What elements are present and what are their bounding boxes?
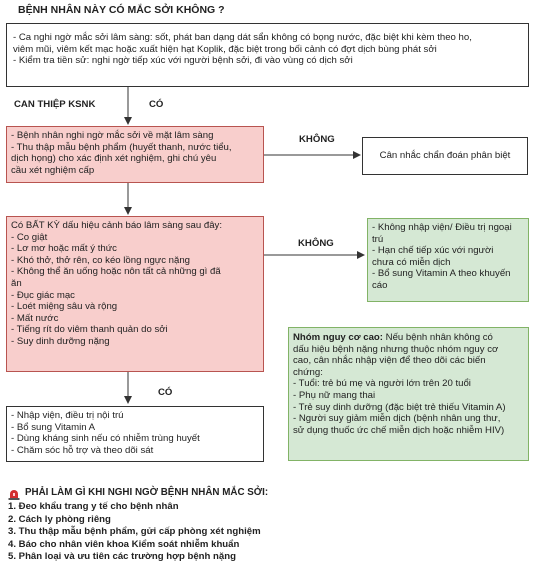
clinical-criteria-box [6,23,529,87]
high-risk-heading-line [293,332,524,344]
warning-line: ăn [11,277,22,289]
outpatient-line: cáo [372,279,388,291]
high-risk-line: dấu hiệu bệnh nặng nhưng thuộc nhóm nguy cơ [293,343,499,355]
action-item: 3. Thu thập mẫu bệnh phẩm, gửi cấp phòng xét nghiệm [8,526,261,538]
high-risk-line: chứng: [293,366,323,378]
outpatient-line: - Hạn chế tiếp xúc với người [372,245,494,257]
label-khong-1: KHÔNG [299,134,335,145]
warning-line: - Loét miệng sâu và rộng [11,301,118,313]
criteria-line: - Kiểm tra tiền sử: nghi ngờ tiếp xúc với người bệnh sởi, đi vào vùng có dịch sởi [13,55,353,67]
warning-line: - Tiếng rít do viêm thanh quản do sởi [11,324,168,336]
action-item: 4. Báo cho nhân viên khoa Kiểm soát nhiễm khuẩn [8,538,240,550]
high-risk-line: - Người suy giảm miễn dịch (bệnh nhân ung thư, [293,413,501,425]
outpatient-line: trú [372,233,384,245]
siren-icon [8,487,20,498]
outpatient-line: - Không nhập viện/ Điều trị ngoại [372,222,512,233]
outpatient-line: - Bổ sung Vitamin A theo khuyến [372,268,511,280]
action-item: 1. Đeo khẩu trang y tế cho bệnh nhân [8,501,179,512]
high-risk-line: sử dụng thuốc ức chế miễn dịch hoặc nhiễm HIV) [293,424,505,436]
high-risk-group-box [288,327,529,461]
warning-line: - Co giật [11,231,48,243]
sample-line: dịch họng) cho xác định xét nghiệm, ghi chú yêu [11,153,217,165]
page-title: BỆNH NHÂN NÀY CÓ MẮC SỞI KHÔNG ? [18,4,225,16]
inpatient-line: - Bổ sung Vitamin A [11,421,96,433]
label-can-thiep-ksnk: CAN THIỆP KSNK [14,99,96,110]
high-risk-heading: Nhóm nguy cơ cao: [293,332,383,343]
differential-diagnosis-text: Cân nhắc chẩn đoán phân biệt [379,150,511,162]
warning-line: - Suy dinh dưỡng nặng [11,335,110,347]
warning-line: - Mất nước [11,312,59,324]
high-risk-heading-rest: Nếu bệnh nhân không có [382,332,493,343]
high-risk-line: - Trẻ suy dinh dưỡng (đặc biệt trẻ thiếu Vitamin A) [293,401,506,413]
action-item: 5. Phân loại và ưu tiên các trường hợp bệnh nặng [8,551,236,563]
warning-signs-box [6,216,264,372]
sample-line: cầu xét nghiệm cấp [11,164,95,176]
warning-line: - Khó thở, thở rên, co kéo lồng ngực nặng [11,254,191,266]
label-co-1: CÓ [149,99,164,110]
actions-section [8,487,528,564]
sample-line: - Bệnh nhân nghi ngờ mắc sởi về mặt lâm sàng [11,130,214,141]
inpatient-line: - Dùng kháng sinh nếu có nhiễm trùng huyết [11,433,200,445]
label-khong-2: KHÔNG [298,238,334,249]
warning-line: - Lơ mơ hoặc mất ý thức [11,243,117,255]
label-co-2: CÓ [158,387,173,398]
inpatient-line: - Nhập viện, điều trị nội trú [11,410,124,421]
actions-heading-row [8,487,528,498]
high-risk-line: - Phụ nữ mang thai [293,389,376,401]
warning-line: Có BẤT KỲ dấu hiệu cảnh báo lâm sàng sau đây: [11,220,223,231]
outpatient-box [367,218,529,302]
sample-line: - Thu thập mẫu bệnh phẩm (huyết thanh, nước tiểu, [11,141,232,153]
action-item: 2. Cách ly phòng riêng [8,513,111,525]
warning-line: - Đục giác mạc [11,289,75,301]
outpatient-line: chưa có miễn dịch [372,256,451,268]
high-risk-line: - Tuổi: trẻ bú mẹ và người lớn trên 20 tuổi [293,378,471,390]
actions-heading: PHẢI LÀM GÌ KHI NGHI NGỜ BỆNH NHÂN MẮC SỞI: [25,487,269,498]
criteria-line: - Ca nghi ngờ mắc sởi lâm sàng: sốt, phát ban dạng dát sẩn không có bọng nước, đặc biệt khi kèm theo ho, [13,32,472,43]
differential-diagnosis-box [362,137,528,175]
criteria-line: viêm mũi, viêm kết mạc hoặc xuất hiện hạt Koplik, đặc biệt trong bối cảnh có đợt dịch bùng phát sởi [13,43,437,55]
inpatient-line: - Chăm sóc hỗ trợ và theo dõi sát [11,444,154,456]
high-risk-line: cao, cân nhắc nhập viện để theo dõi các biến [293,355,486,367]
inpatient-box [6,406,264,462]
warning-line: - Không thể ăn uống hoặc nôn tất cả những gì đã [11,266,221,278]
sample-collection-box [6,126,264,183]
